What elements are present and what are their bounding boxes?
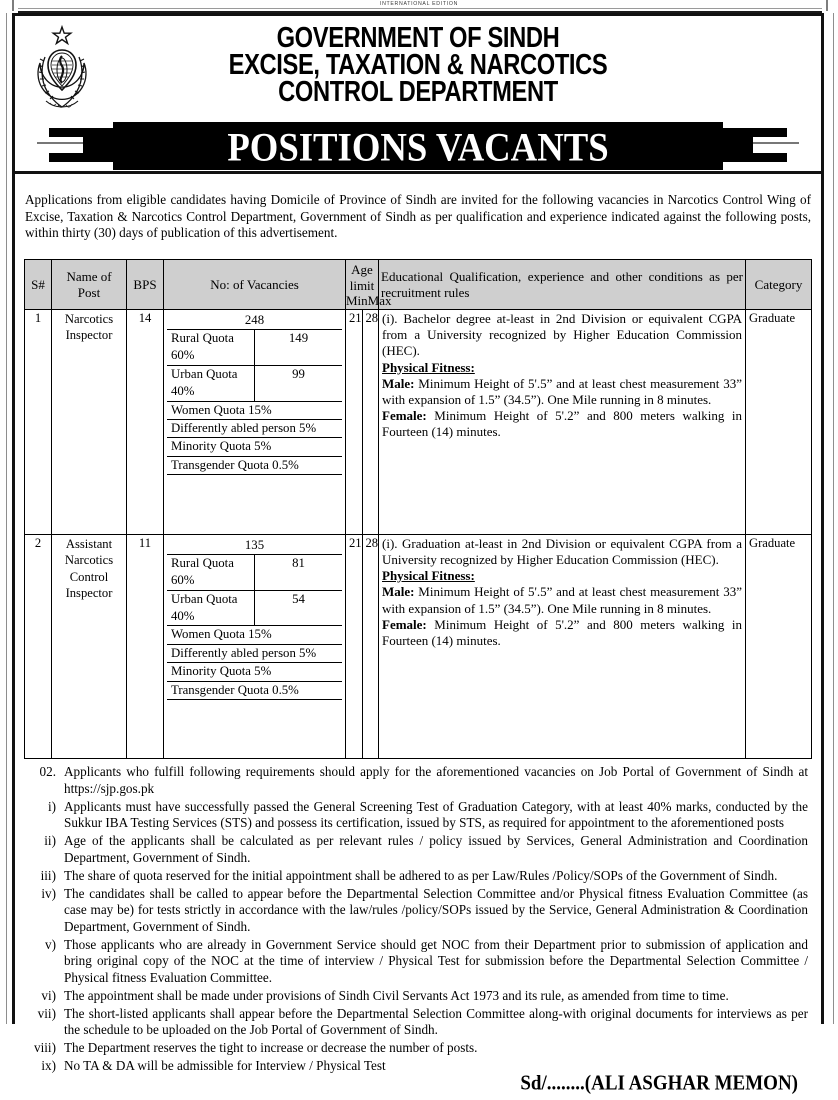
edition-label: INTERNATIONAL EDITION	[379, 1, 459, 7]
condition-text: Applicants must have successfully passed the General Screening Test of Graduation Category, with at least 40% marks, conducted by the Sukkur IBA Testing Services (STS) and possess its certification, issued by STS, as required for appointment to the aforementioned posts	[64, 798, 808, 831]
banner-ornament-left-icon	[37, 126, 113, 166]
banner-title: POSITIONS VACANTS	[227, 124, 609, 170]
male-label: Male:	[382, 375, 415, 391]
quota-label: Urban Quota 40%	[167, 590, 255, 626]
quota-label: Rural Quota 60%	[167, 554, 255, 590]
row-age-max: 28	[362, 309, 379, 534]
female-requirements: Minimum Height of 5'.2” and 800 meters walking in Fourteen (14) minutes.	[382, 616, 742, 648]
quota-spacer	[167, 699, 342, 757]
quota-value: 99	[255, 365, 343, 401]
header-age-min: Min	[346, 293, 368, 309]
condition-item	[28, 1006, 808, 1039]
banner-ornament-right-icon	[723, 126, 799, 166]
table-row	[25, 309, 812, 534]
condition-marker: v)	[45, 936, 56, 952]
header-bps: BPS	[127, 260, 164, 310]
quota-breakdown-table	[167, 536, 342, 758]
condition-text: Those applicants who are already in Government Service should get NOC from their Department prior to submission of application and bring original copy of the NOC at the time of interview / Physical Test for submission before the Departmental Selection Committee / Physical fitness Evaluation Committee.	[64, 936, 808, 985]
condition-text: Age of the applicants shall be calculated as per relevant rules / policy issued by Services, General Administration and Coordination Department, Government of Sindh.	[64, 833, 808, 865]
condition-marker: iv)	[41, 885, 56, 901]
condition-item	[28, 886, 808, 936]
female-requirements: Minimum Height of 5'.2” and 800 meters walking in Fourteen (14) minutes.	[382, 408, 742, 440]
row-serial: 1	[25, 309, 52, 534]
condition-marker: ix)	[41, 1058, 56, 1074]
male-requirements: Minimum Height of 5'.5” and at least chest measurement 33” with expansion of 1.5” (34.5”). One Mile running in 8 minutes.	[382, 375, 742, 407]
condition-item	[28, 868, 808, 885]
conditions-list	[24, 759, 812, 1075]
masthead	[15, 13, 821, 171]
condition-text: The Department reserves the tight to increase or decrease the number of posts.	[64, 1040, 478, 1056]
condition-item	[28, 988, 808, 1005]
row-age-max: 28	[362, 534, 379, 759]
header-category: Category	[746, 260, 812, 310]
condition-marker: ii)	[44, 833, 56, 849]
header-age-limit-title: Age limit	[349, 262, 375, 293]
condition-item	[28, 1040, 808, 1057]
quota-row	[167, 329, 342, 365]
table-row	[25, 534, 812, 759]
row-category: Graduate	[746, 534, 812, 759]
header-age-max: Max	[367, 293, 392, 309]
condition-marker: 02.	[39, 764, 56, 780]
physical-fitness-label: Physical Fitness:	[382, 568, 475, 584]
quota-label: Transgender Quota 0.5%	[167, 681, 342, 699]
vacancies-table-body	[25, 309, 812, 759]
row-education	[379, 309, 746, 534]
condition-marker: iii)	[40, 867, 56, 883]
quota-value: 54	[255, 590, 343, 626]
quota-value: 81	[255, 554, 343, 590]
strip-rule-thin	[18, 8, 822, 9]
intro-paragraph: Applications from eligible candidates having Domicile of Province of Sindh are invited for the following vacancies in Narcotics Control Wing of Excise, Taxation & Narcotics Control Department, Government of Sindh as per qualification and experience indicated against the following posts, within thirty (30) days of publication of this advertisement.	[25, 192, 811, 241]
quota-row	[167, 663, 342, 681]
table-header-row	[25, 260, 812, 310]
condition-text: The appointment shall be made under provisions of Sindh Civil Servants Act 1973 and its rule, as amended from time to time.	[64, 987, 729, 1003]
quota-row	[167, 626, 342, 644]
condition-text: Applicants who fulfill following requirements should apply for the aforementioned vacancies on Job Portal of Government of Sindh at https://sjp.gos.pk	[64, 764, 808, 796]
condition-marker: vi)	[41, 987, 56, 1003]
condition-item	[28, 833, 808, 866]
quota-label: Transgender Quota 0.5%	[167, 456, 342, 474]
row-vacancies	[164, 534, 346, 759]
quota-total: 248	[167, 311, 342, 330]
masthead-line-government: GOVERNMENT OF SINDH	[276, 21, 560, 54]
quota-total: 135	[167, 536, 342, 555]
condition-item	[28, 799, 808, 832]
vacancies-table	[24, 259, 812, 759]
signature-row	[24, 1074, 812, 1100]
row-vacancies	[164, 309, 346, 534]
page-outer-rule-left	[6, 13, 7, 1024]
advertisement-page	[12, 13, 824, 1096]
page-outer-rule-right	[833, 13, 834, 1024]
quota-label: Minority Quota 5%	[167, 438, 342, 456]
quota-label: Rural Quota 60%	[167, 329, 255, 365]
advertisement-body	[15, 171, 821, 1100]
quota-row	[167, 644, 342, 662]
condition-item	[28, 937, 808, 987]
positions-vacants-banner	[15, 120, 821, 172]
male-requirements: Minimum Height of 5'.5” and at least chest measurement 33” with expansion of 1.5” (34.5”). One Mile running in 8 minutes.	[382, 584, 742, 616]
quota-row	[167, 365, 342, 401]
header-post: Name of Post	[52, 260, 127, 310]
physical-fitness-label: Physical Fitness:	[382, 359, 475, 375]
quota-value: 149	[255, 329, 343, 365]
masthead-line-department: EXCISE, TAXATION & NARCOTICS	[228, 48, 608, 81]
condition-marker: vii)	[37, 1005, 56, 1021]
male-label: Male:	[382, 584, 415, 600]
condition-marker: viii)	[34, 1040, 56, 1056]
education-main: (i). Bachelor degree at-least in 2nd Division or equivalent CGPA from a University recognized by Higher Education Commission (HEC).	[382, 310, 742, 359]
quota-label: Differently abled person 5%	[167, 644, 342, 662]
quota-row	[167, 554, 342, 590]
header-serial: S#	[25, 260, 52, 310]
quota-row	[167, 590, 342, 626]
female-label: Female:	[382, 616, 427, 632]
condition-text: The candidates shall be called to appear before the Departmental Selection Committee and/or Physical fitness Evaluation Committee (as case may be) for tests strictly in accordance with the law/rules /policy/SOPs issued by the Service, General Administration & Coordination Department, Government of Sindh.	[64, 885, 808, 934]
row-age-min: 21	[346, 534, 363, 759]
quota-label: Urban Quota 40%	[167, 365, 255, 401]
row-bps: 11	[127, 534, 164, 759]
quota-total-row	[167, 536, 342, 555]
quota-spacer	[167, 475, 342, 533]
header-education: Educational Qualification, experience and other conditions as per recruitment rules	[379, 260, 746, 310]
newspaper-top-strip	[0, 0, 838, 13]
quota-total-row	[167, 311, 342, 330]
condition-text: The short-listed applicants shall appear before the Departmental Selection Committee along-with original documents for interviews as per the schedule to be uploaded on the Job Portal of Government of Sindh.	[64, 1005, 808, 1038]
quota-row	[167, 456, 342, 474]
condition-text: The share of quota reserved for the initial appointment shall be adhered to as per Law/Rules /Policy/SOPs of the Government of Sindh.	[64, 867, 778, 883]
condition-text: No TA & DA will be admissible for Interview / Physical Test	[64, 1058, 386, 1074]
row-age-min: 21	[346, 309, 363, 534]
row-category: Graduate	[746, 309, 812, 534]
quota-label: Differently abled person 5%	[167, 419, 342, 437]
quota-row	[167, 681, 342, 699]
row-serial: 2	[25, 534, 52, 759]
quota-row	[167, 401, 342, 419]
female-label: Female:	[382, 408, 427, 424]
department-titles	[15, 16, 821, 106]
quota-label: Minority Quota 5%	[167, 663, 342, 681]
quota-label: Women Quota 15%	[167, 401, 342, 419]
condition-marker: i)	[47, 798, 56, 814]
masthead-line-control: CONTROL DEPARTMENT	[278, 75, 558, 108]
education-main: (i). Graduation at-least in 2nd Division or equivalent CGPA from a University recognized by Higher Education Commission (HEC).	[382, 535, 742, 567]
header-age-limit	[346, 260, 392, 310]
quota-row	[167, 419, 342, 437]
row-education	[379, 534, 746, 759]
row-post: Narcotics Inspector	[52, 309, 127, 534]
quota-row	[167, 438, 342, 456]
quota-breakdown-table	[167, 311, 342, 533]
authority-signature: Sd/........(ALI ASGHAR MEMON)	[520, 1072, 798, 1096]
vacancies-table-head	[25, 260, 812, 310]
row-post: Assistant Narcotics Control Inspector	[52, 534, 127, 759]
row-bps: 14	[127, 309, 164, 534]
condition-item	[28, 764, 808, 797]
header-vacancies: No: of Vacancies	[164, 260, 346, 310]
quota-label: Women Quota 15%	[167, 626, 342, 644]
